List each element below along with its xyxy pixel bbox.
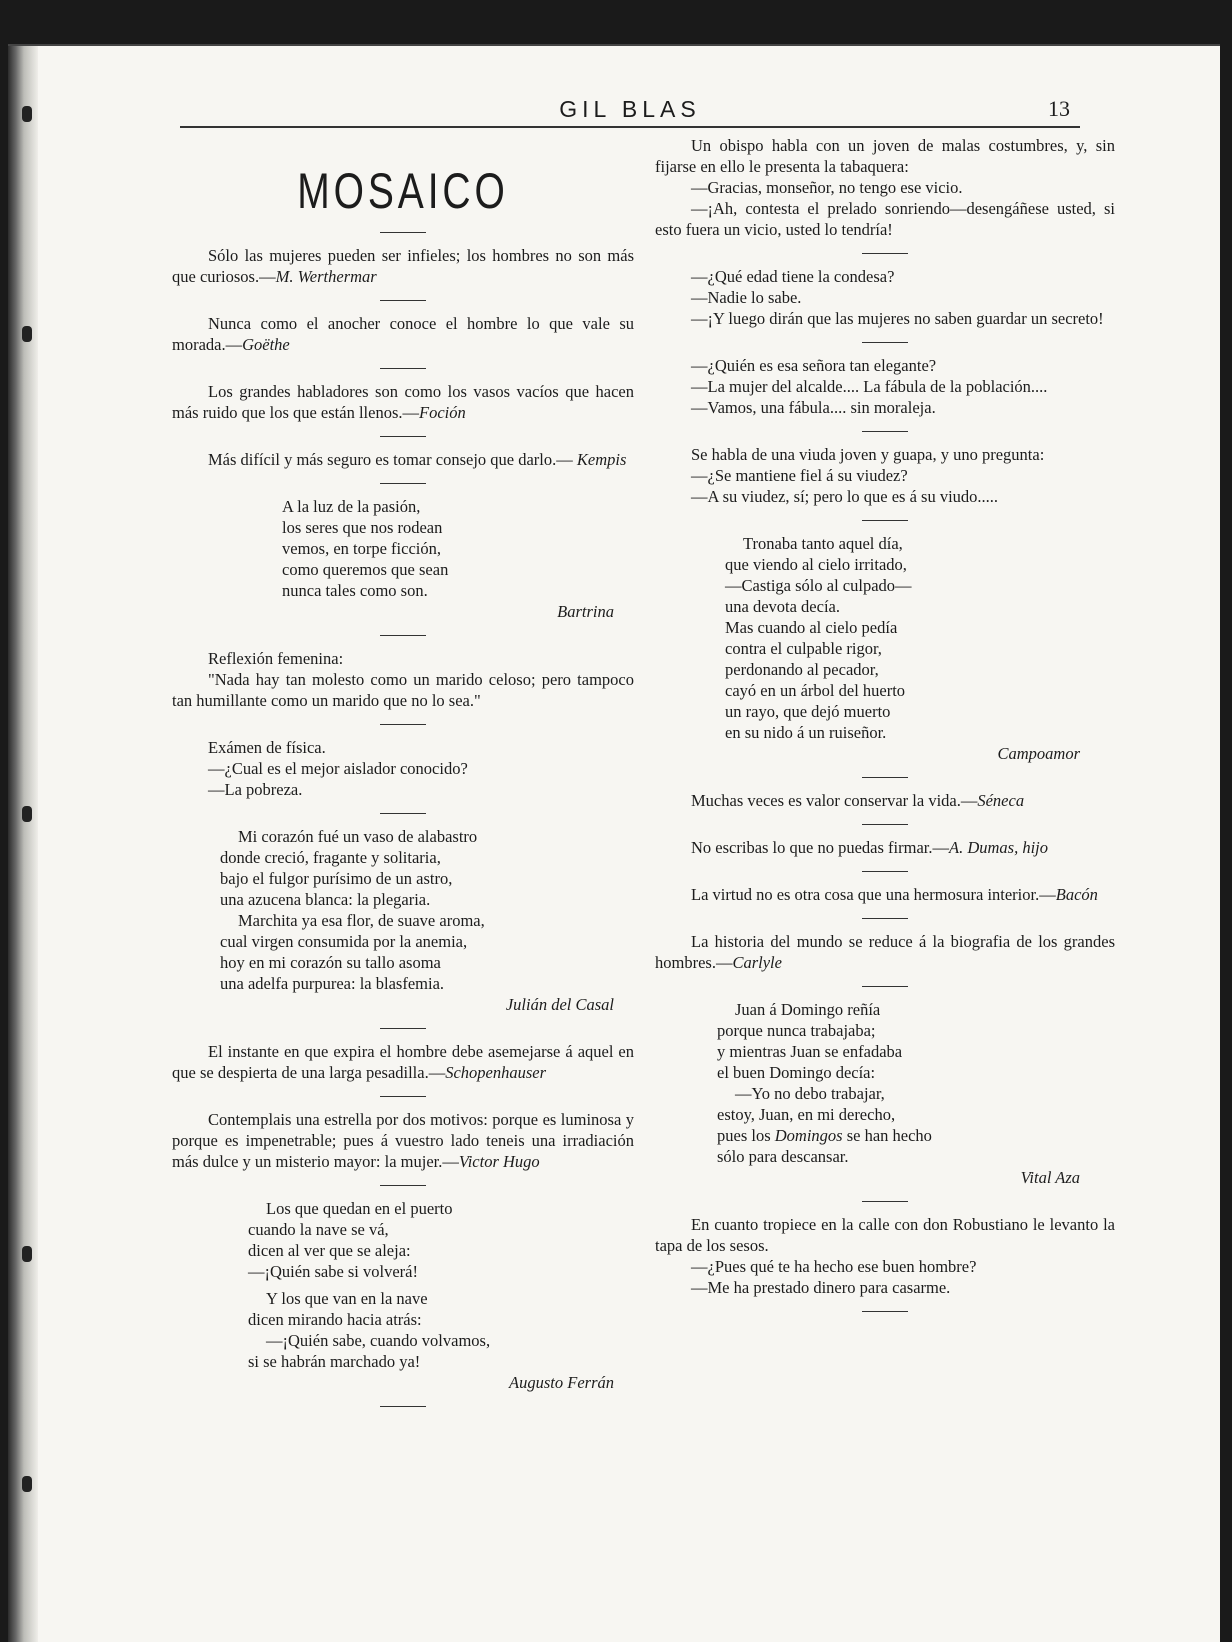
separator-rule bbox=[380, 813, 426, 814]
poem-author: Julián del Casal bbox=[505, 995, 614, 1014]
separator-rule bbox=[862, 918, 908, 919]
aphorism: No escribas lo que no puedas firmar.—A. Dumas, hijo bbox=[691, 838, 1048, 857]
page-number: 13 bbox=[1048, 96, 1070, 121]
separator-rule bbox=[380, 368, 426, 369]
right-column bbox=[655, 135, 1115, 1324]
separator-rule bbox=[380, 232, 426, 233]
separator-rule bbox=[862, 520, 908, 521]
separator-rule bbox=[380, 436, 426, 437]
binding-hole bbox=[22, 1476, 32, 1492]
separator-rule bbox=[380, 1406, 426, 1407]
poem: Los que quedan en el puerto cuando la nave se vá, dicen al ver que se aleja: —¡Quién sabe si volverá! Y los que van en la nave dicen mirando hacia atrás: —¡Quién sabe, cuando volvamos, si se habrán marchado ya! bbox=[248, 1199, 491, 1371]
aphorism: La historia del mundo se reduce á la biografia de los grandes hombres.—Carlyle bbox=[655, 932, 1115, 972]
dialogue-line: —A su viudez, sí; pero lo que es á su viudo..... bbox=[691, 487, 999, 506]
aphorism: Más difícil y más seguro es tomar consejo que darlo.— Kempis bbox=[208, 450, 627, 469]
dialogue-line: —Nadie lo sabe. bbox=[691, 288, 802, 307]
aphorism: Muchas veces es valor conservar la vida.—Séneca bbox=[691, 791, 1025, 810]
aphorism: Sólo las mujeres pueden ser infieles; los hombres no son más que curiosos.—M. Werthermar bbox=[172, 246, 634, 286]
separator-rule bbox=[380, 635, 426, 636]
reflection-text: "Nada hay tan molesto como un marido celoso; pero tampoco tan humillante como un marido que no lo sea." bbox=[172, 670, 634, 710]
binding-hole bbox=[22, 806, 32, 822]
separator-rule bbox=[862, 1201, 908, 1202]
separator-rule bbox=[862, 777, 908, 778]
anecdote-text: Un obispo habla con un joven de malas costumbres, y, sin fijarse en ello le presenta la tabaquera: bbox=[655, 136, 1115, 176]
dialogue-line: —Me ha prestado dinero para casarme. bbox=[691, 1278, 951, 1297]
poem: Mi corazón fué un vaso de alabastro donde creció, fragante y solitaria, bajo el fulgor purísimo de un astro, una azucena blanca: la plegaria. Marchita ya esa flor, de suave aroma, cual virgen consumida por la anemia, hoy en mi corazón su tallo asoma una adelfa purpurea: la blasfemia. bbox=[220, 827, 485, 993]
dialogue-line: —¿Quién es esa señora tan elegante? bbox=[691, 356, 937, 375]
separator-rule bbox=[862, 871, 908, 872]
aphorism: El instante en que expira el hombre debe asemejarse á aquel en que se despierta de una larga pesadilla.—Schopenhauser bbox=[172, 1042, 634, 1082]
dialogue-line: —¿Se mantiene fiel á su viudez? bbox=[691, 466, 908, 485]
separator-rule bbox=[380, 1096, 426, 1097]
binding-hole bbox=[22, 326, 32, 342]
separator-rule bbox=[380, 300, 426, 301]
dialogue-line: —¿Pues qué te ha hecho ese buen hombre? bbox=[691, 1257, 977, 1276]
binding-hole bbox=[22, 1246, 32, 1262]
poem: Tronaba tanto aquel día, que viendo al cielo irritado, —Castiga sólo al culpado— una devota decía. Mas cuando al cielo pedía contra el culpable rigor, perdonando al pecador, cayó en un árbol del huerto un rayo, que dejó muerto en su nido á un ruiseñor. bbox=[725, 534, 912, 742]
poem-author: Campoamor bbox=[997, 744, 1080, 763]
reflection-intro: Reflexión femenina: bbox=[208, 649, 344, 668]
aphorism: Contemplais una estrella por dos motivos: porque es luminosa y porque es impenetrable; pues á vuestro lado teneis una irradiación más dulce y un misterio mayor: la mujer.—Victor Hugo bbox=[172, 1110, 634, 1171]
anecdote-text: Se habla de una viuda joven y guapa, y uno pregunta: bbox=[691, 445, 1045, 464]
dialogue-line: —¡Y luego dirán que las mujeres no saben guardar un secreto! bbox=[691, 309, 1104, 328]
running-header bbox=[180, 96, 1080, 128]
dialogue-line: —La mujer del alcalde.... La fábula de la población.... bbox=[691, 377, 1048, 396]
dialogue-line: —Gracias, monseñor, no tengo ese vicio. bbox=[691, 178, 963, 197]
separator-rule bbox=[862, 431, 908, 432]
magazine-title: GIL BLAS bbox=[559, 96, 701, 122]
aphorism: Nunca como el anocher conoce el hombre lo que vale su morada.—Goëthe bbox=[172, 314, 634, 354]
separator-rule bbox=[380, 1028, 426, 1029]
separator-rule bbox=[380, 1185, 426, 1186]
poem: Juan á Domingo reñía porque nunca trabajaba; y mientras Juan se enfadaba el buen Domingo decía: —Yo no debo trabajar, estoy, Juan, en mi derecho, pues los Domingos se han hecho sólo para descansar. bbox=[717, 1000, 932, 1166]
separator-rule bbox=[862, 342, 908, 343]
aphorism: La virtud no es otra cosa que una hermosura interior.—Bacón bbox=[691, 885, 1098, 904]
separator-rule bbox=[862, 986, 908, 987]
binding-hole bbox=[22, 106, 32, 122]
left-column bbox=[172, 135, 634, 1419]
poem-author: Augusto Ferrán bbox=[509, 1373, 614, 1392]
binding-edge bbox=[8, 46, 38, 1642]
dialogue-line: Exámen de física. bbox=[208, 738, 326, 757]
separator-rule bbox=[862, 1311, 908, 1312]
separator-rule bbox=[862, 253, 908, 254]
dialogue-line: —¡Ah, contesta el prelado sonriendo—desengáñese usted, si esto fuera un vicio, usted lo tendría! bbox=[655, 199, 1115, 239]
section-title: MOSAICO bbox=[297, 163, 509, 219]
dialogue-line: —La pobreza. bbox=[208, 780, 303, 799]
anecdote-text: En cuanto tropiece en la calle con don Robustiano le levanto la tapa de los sesos. bbox=[655, 1215, 1115, 1255]
poem-author: Bartrina bbox=[557, 602, 614, 621]
separator-rule bbox=[380, 724, 426, 725]
dialogue-line: —¿Qué edad tiene la condesa? bbox=[691, 267, 895, 286]
separator-rule bbox=[862, 824, 908, 825]
dialogue-line: —Vamos, una fábula.... sin moraleja. bbox=[691, 398, 936, 417]
poem-author: Vital Aza bbox=[1020, 1168, 1080, 1187]
poem: A la luz de la pasión, los seres que nos rodean vemos, en torpe ficción, como queremos que sean nunca tales como son. bbox=[282, 497, 449, 600]
dialogue-line: —¿Cual es el mejor aislador conocido? bbox=[208, 759, 468, 778]
aphorism: Los grandes habladores son como los vasos vacíos que hacen más ruido que los que están llenos.—Foción bbox=[172, 382, 634, 422]
separator-rule bbox=[380, 483, 426, 484]
